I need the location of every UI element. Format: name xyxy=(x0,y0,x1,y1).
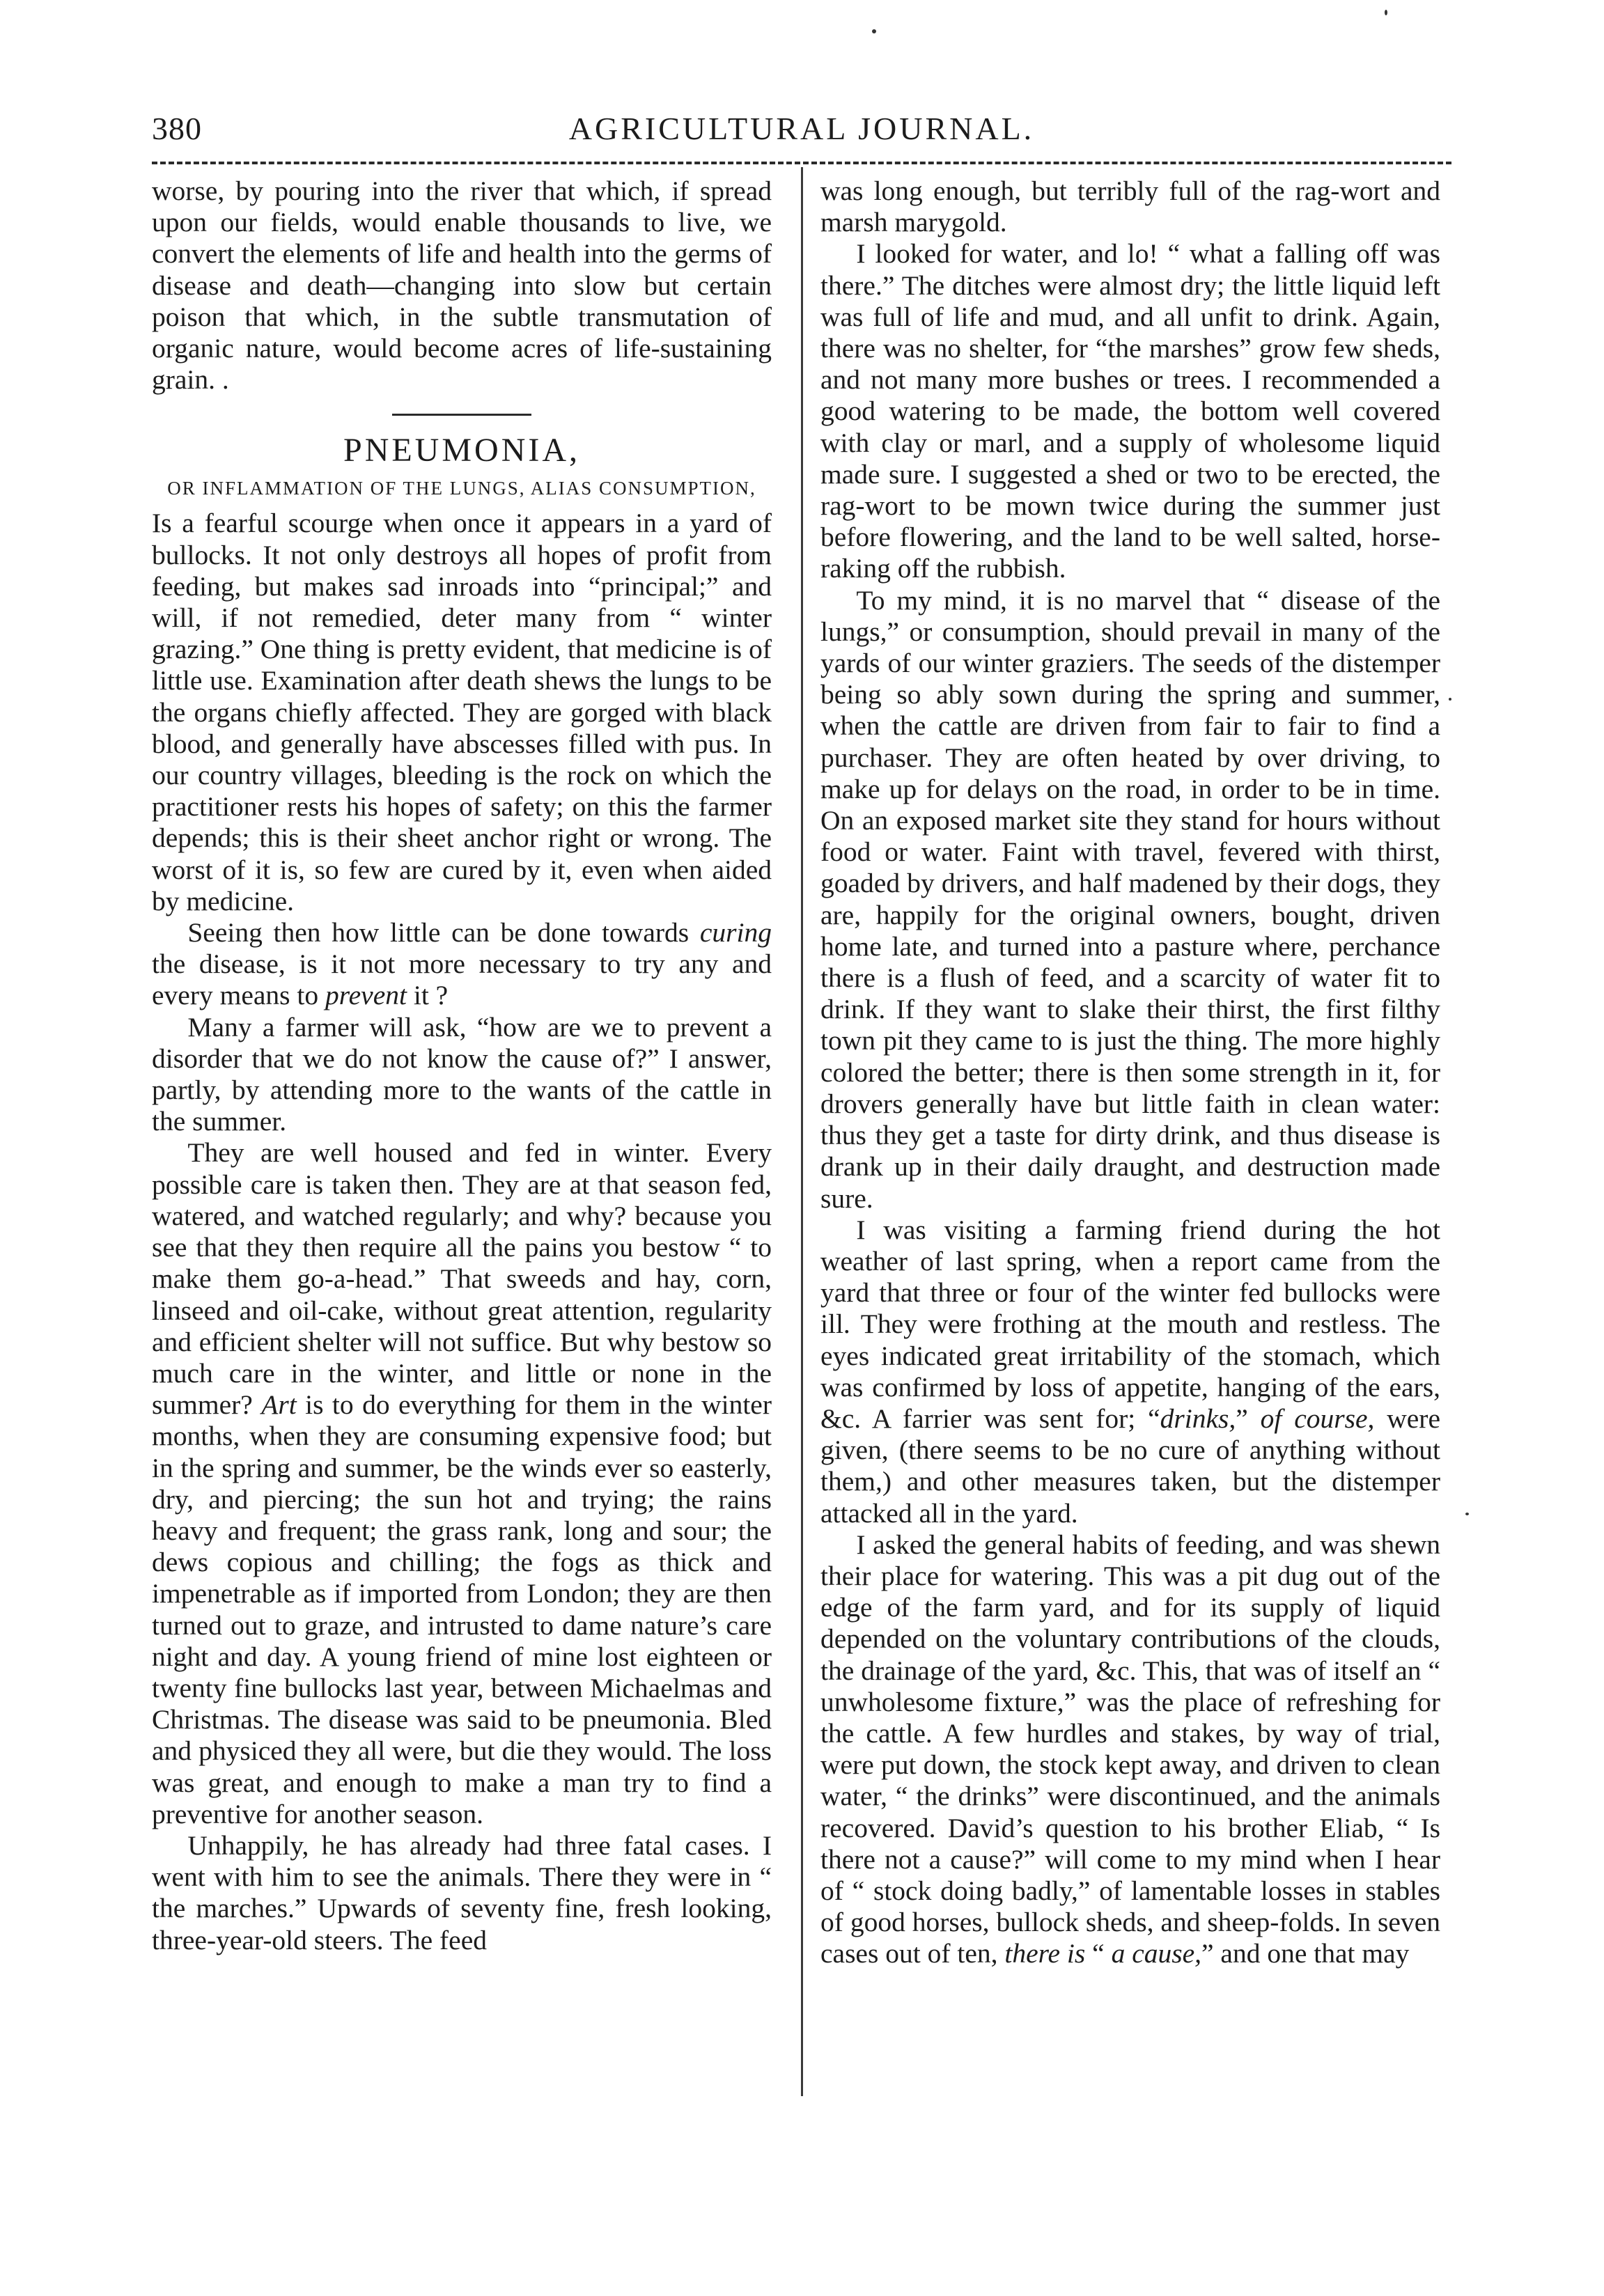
running-head xyxy=(152,104,1451,153)
paragraph: Seeing then how little can be done towards curing the disease, is it not more necessary to try any and every means to prevent it ? xyxy=(152,917,772,1011)
continued-paragraph: was long enough, but terribly full of the rag-wort and marsh marygold. xyxy=(820,175,1440,238)
paragraph: Unhappily, he has already had three fatal cases. I went with him to see the animals. There they were in “ the marches.” Upwards of seventy fine, fresh looking, three-year-old steers. The feed xyxy=(152,1829,772,1955)
emphasis: drinks, xyxy=(1160,1403,1236,1434)
ink-speck xyxy=(872,29,876,33)
section-rule xyxy=(392,414,531,416)
ink-speck xyxy=(1465,1513,1469,1515)
paragraph: I asked the general habits of feeding, and was shewn their place for watering. This was a pit dug out of the edge of the farm yard, and for its supply of liquid depended on the voluntary contributions of the clouds, the drainage of the yard, &c. This, that was of itself an “ unwholesome fixture,” was the place of refreshing for the cattle. A few hurdles and stakes, by way of trial, were put down, the stock kept away, and driven to clean water, “ the drinks” were discontinued, and the animals recovered. David’s question to his brother Eliab, “ Is there not a cause?” will come to my mind when I hear of “ stock doing badly,” of lamentable losses in stables of good horses, bullock sheds, and sheep-folds. In seven cases out of ten, there is “ a cause,” and one that may xyxy=(820,1529,1440,1969)
article-title: PNEUMONIA, xyxy=(343,432,580,469)
column-divider xyxy=(801,167,803,2096)
running-title: AGRICULTURAL JOURNAL. xyxy=(568,111,1035,146)
paragraph: I looked for water, and lo! “ what a falling off was there.” The ditches were almost dry; the little liquid left was full of life and mud, and all unfit to drink. Again, there was no shelter, for “the marshes” grow few sheds, and not many more bushes or trees. I recommended a good watering to be made, the bottom well covered with clay or marl, and a supply of wholesome liquid made sure. I suggested a shed or two to be erected, the rag-wort to be mown twice during the summer just before flowering, and the land to be well salted, horse-raking off the rubbish. xyxy=(820,238,1440,584)
paragraph: They are well housed and fed in winter. Every possible care is taken then. They are at that season fed, watered, and watched regularly; and why? because you see that they then require all the pains you bestow “ to make them go-a-head.” That sweeds and hay, corn, linseed and oil-cake, without great attention, regularity and efficient shelter will not suffice. But why bestow so much care in the winter, and little or none in the summer? Art is to do everything for them in the winter months, when they are consuming expensive food; but in the spring and summer, be the winds ever so easterly, dry, and piercing; the sun hot and trying; the rains heavy and frequent; the grass rank, long and sour; the dews copious and chilling; the fogs as thick and impenetrable as if imported from London; they are then turned out to graze, and intrusted to dame nature’s care night and day. A young friend of mine lost eighteen or twenty fine bullocks last year, between Michaelmas and Christmas. The disease was said to be pneumonia. Bled and physiced they all were, but die they would. The loss was great, and enough to make a man try to find a preventive for another season. xyxy=(152,1137,772,1829)
header-rule xyxy=(152,162,1451,164)
left-column xyxy=(152,175,772,1956)
page-number: 380 xyxy=(152,111,202,146)
paragraph: To my mind, it is no marvel that “ disease of the lungs,” or consumption, should prevail in many of the yards of our winter graziers. The seeds of the distemper being so ably sown during the spring and summer, when the cattle are driven from fair to fair to find a purchaser. They are often heated by over driving, to make up for delays on the road, in order to be in time. On an exposed market site they stand for hours without food or water. Faint with travel, fevered with thirst, goaded by drivers, and half madened by their dogs, they are, happily for the original owners, bought, driven home late, and turned into a pasture where, perchance there is a flush of feed, and a scarcity of water fit to drink. If they want to slake their thirst, the first filthy town pit they came to is just the thing. The more highly colored the better; there is then some strength in it, for drovers generally have but little faith in clean water: thus they get a taste for dirty drink, and thus disease is drank up in their daily draught, and destruction made sure. xyxy=(820,584,1440,1214)
continued-paragraph: worse, by pouring into the river that which, if spread upon our fields, would enable thousands to live, we convert the elements of life and health into the germs of disease and death—changing into slow but certain poison that which, in the subtle transmutation of organic nature, would become acres of life-sustaining grain. . xyxy=(152,175,772,396)
right-column xyxy=(820,175,1440,1970)
emphasis: of course, xyxy=(1260,1403,1375,1434)
article-subtitle: OR INFLAMMATION OF THE LUNGS, ALIAS CONSUMPTION, xyxy=(167,478,756,499)
ink-speck xyxy=(1449,698,1451,701)
paragraph: I was visiting a farming friend during the hot weather of last spring, when a report came from the yard that three or four of the winter fed bullocks were ill. They were frothing at the mouth and restless. The eyes indicated great irritability of the stomach, which was confirmed by loss of appetite, hanging of the ears, &c. A farrier was sent for; “drinks,” of course, were given, (there seems to be no cure of anything without them,) and other measures taken, but the distemper attacked all in the yard. xyxy=(820,1214,1440,1529)
ink-speck xyxy=(1385,10,1387,15)
emphasis: there is xyxy=(1004,1938,1086,1969)
emphasis: Art xyxy=(261,1389,297,1421)
paragraph: Many a farmer will ask, “how are we to prevent a disorder that we do not know the cause of?” I answer, partly, by attending more to the wants of the cattle in the summer. xyxy=(152,1011,772,1137)
paragraph: Is a fearful scourge when once it appears in a yard of bullocks. It not only destroys all hopes of profit from feeding, but makes sad inroads into “principal;” and will, if not remedied, deter many from “ winter grazing.” One thing is pretty evident, that medicine is of little use. Examination after death shews the lungs to be the organs chiefly affected. They are gorged with black blood, and generally have abscesses filled with pus. In our country villages, bleeding is the rock on which the practitioner rests his hopes of safety; on this the farmer depends; this is their sheet anchor right or wrong. The worst of it is, so few are cured by it, even when aided by medicine. xyxy=(152,508,772,916)
emphasis: prevent xyxy=(325,980,407,1011)
emphasis: a cause, xyxy=(1111,1938,1202,1969)
emphasis: curing xyxy=(699,917,772,948)
